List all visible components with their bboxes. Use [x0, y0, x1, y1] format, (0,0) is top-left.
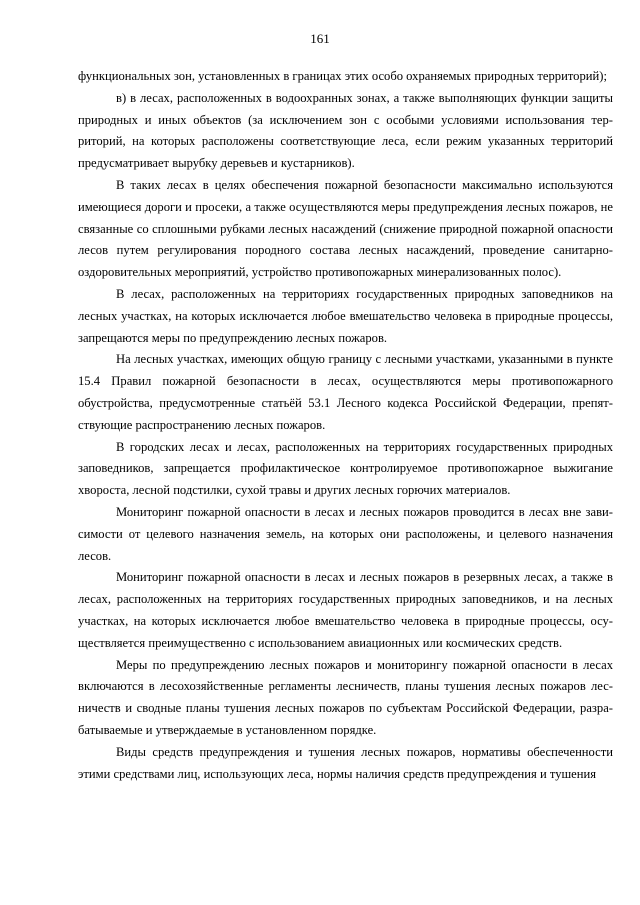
paragraph-monitoring: Мониторинг пожарной опасности в лесах и лесных пожаров проводится в лесах вне зависимости от целевого назначения земель, на которых они расположены, и целевого назначения лесов.	[78, 504, 613, 563]
paragraph-means-types: Виды средств предупреждения и тушения лесных пожаров, нормативы обеспеченности этими средствами лиц, использующих леса, нормы наличия средств предупреждения и тушения	[78, 744, 613, 781]
paragraph-reserves: В лесах, расположенных на территориях государственных природных заповедников на лесных участках, на которых исключается любое вмешательство человека в природные процессы, запрещаются меры по предупреждению лесных пожаров.	[78, 286, 613, 345]
paragraph-continuation: функциональных зон, установленных в границах этих особо охраняемых природных территорий);	[78, 69, 607, 83]
paragraph-regulations: Меры по предупреждению лесных пожаров и мониторингу пожарной опасности в лесах включаются в лесохозяйственные регламенты лесничеств, планы тушения лесных пожаров лесничеств и сводные планы тушения лесных пожаров по субъектам Российской Федерации, разрабатываемые и утверждаемые в установленном порядке.	[78, 657, 613, 737]
paragraph-adjacent-plots: На лесных участках, имеющих общую границу с лесными участками, указанными в пункте 15.4 Правил пожарной безопасности в лесах, осуществляются меры противопожарного обустройства, предусмотренные статьёй 53.1 Лесного кодекса Российской Федерации, препятствующие распространению лесных пожаров.	[78, 352, 613, 432]
paragraph-monitoring-reserve: Мониторинг пожарной опасности в лесах и лесных пожаров в резервных лесах, а также в лесах, расположенных на территориях государственных природных заповедников, и на лесных участках, на которых исключается любое вмешательство человека в природные процессы, осуществляется преимущественно с использованием авиационных или космических средств.	[78, 570, 613, 650]
paragraph-item-v: в) в лесах, расположенных в водоохранных зонах, а также выполняющих функции защиты природных и иных объектов (за исключением зон с особыми условиями использования территорий, на которых расположены соответствующие леса, если режим указанных территорий предусматривает вырубку деревьев и кустарников).	[78, 90, 613, 171]
page-number: 161	[310, 31, 330, 46]
body-text	[78, 66, 613, 785]
paragraph-urban-forests: В городских лесах и лесах, расположенных на территориях государственных природных заповедников, запрещается профилактическое контролируемое противопожарное выжигание хвороста, лесной подстилки, сухой травы и других лесных горючих материалов.	[78, 439, 613, 498]
paragraph-fire-safety-measures: В таких лесах в целях обеспечения пожарной безопасности максимально используются имеющиеся дороги и просеки, а также осуществляются меры предупреждения лесных пожаров, не связанные со сплошными рубками лесных насаждений (снижение природной пожарной опасности лесов путем регулирования породного состава лесных насаждений, проведение санитарно-оздоровительных мероприятий, устройство противопожарных минерализованных полос).	[78, 177, 613, 280]
